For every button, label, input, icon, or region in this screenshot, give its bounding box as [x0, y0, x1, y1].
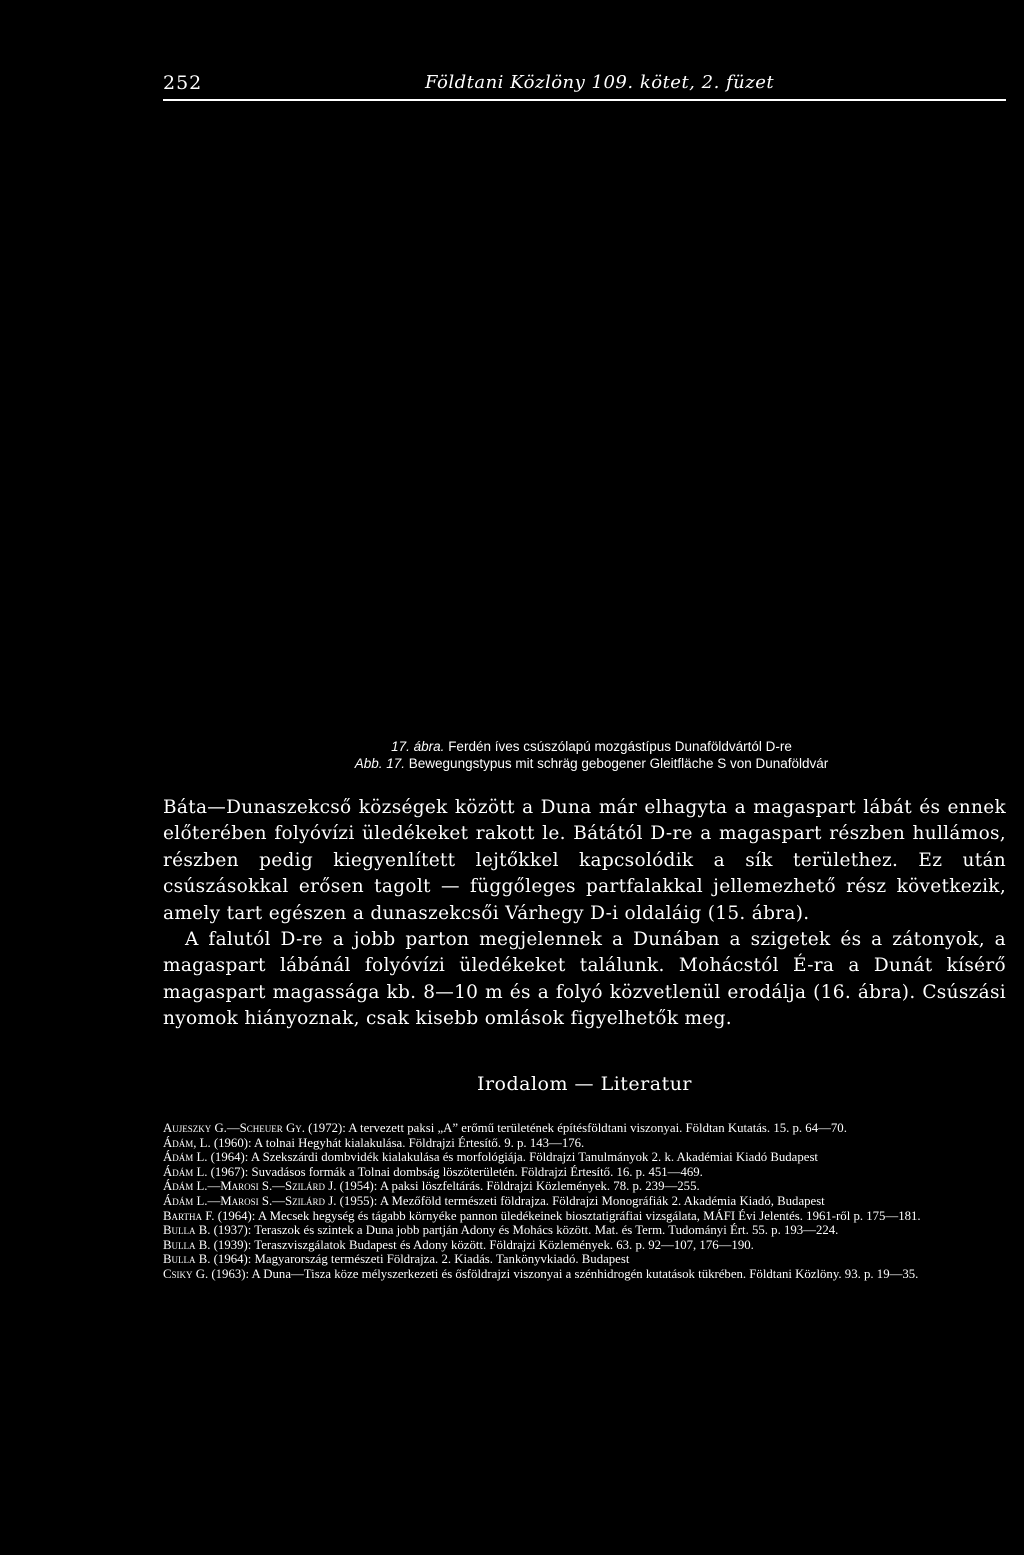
paragraph: A falutól D-re a jobb parton megjelennek a Dunában a szigetek és a zátonyok, a magaspart lábánál folyóvízi üledékeket találunk. Mohácstól É-ra a Dunát kísérő magaspart magassága kb. 8—10 m és a folyó közvetlenül erodálja (16. ábra). Csúszási nyomok hiányoznak, csak kisebb omlások figyelhetők meg.: [163, 929, 1006, 1030]
reference-item: [163, 1267, 1006, 1282]
reference-text: (1964): Magyarország természeti Földrajza. 2. Kiadás. Tankönyvkiadó. Budapest: [213, 1252, 630, 1267]
page-number: 252: [163, 72, 203, 94]
reference-item: [163, 1150, 1006, 1165]
figure-caption-de-label: Abb. 17.: [354, 756, 406, 771]
reference-author: Ádám L.—Marosi S.—Szilárd J.: [163, 1193, 337, 1208]
reference-author: Csiky G.: [163, 1266, 209, 1281]
reference-text: (1939): Teraszviszgálatok Budapest és Adony között. Földrajzi Közlemények. 63. p. 92—107, 176—190.: [213, 1237, 754, 1252]
figure-caption-hu-label: 17. ábra.: [391, 739, 445, 754]
figure-caption-hu-text: Ferdén íves csúszólapú mozgástípus Dunaföldvártól D-re: [448, 739, 792, 754]
references-heading: Irodalom — Literatur: [476, 1073, 693, 1095]
reference-text: (1967): Suvadásos formák a Tolnai dombság löszöterületén. Földrajzi Értesítő. 16. p. 451—469.: [210, 1164, 703, 1179]
figure-caption-de: [170, 755, 1013, 772]
reference-author: Ádám, L.: [163, 1135, 211, 1150]
reference-item: [163, 1179, 1006, 1194]
figure-caption-hu: [170, 738, 1013, 755]
reference-author: Bartha F.: [163, 1208, 215, 1223]
reference-text: (1963): A Duna—Tisza köze mélyszerkezeti és ősföldrajzi viszonyai a szénhidrogén kutatások tükrében. Földtani Közlöny. 93. p. 19—35.: [211, 1266, 919, 1281]
reference-item: [163, 1121, 1006, 1136]
paragraph: Báta—Dunaszekcső községek között a Duna már elhagyta a magaspart lábát és ennek előterében folyóvízi üledékeket rakott le. Bátától D-re a magaspart részben hullámos, részben pedig kiegyenlített lejtőkkel kapcsolódik a sík területhez. Ez után csúszásokkal erősen tagolt — függőleges partfalakkal jellemezhető rész következik, amely tart egészen a dunaszekcsői Várhegy D-i oldaláig (15. ábra).: [163, 797, 1006, 924]
reference-item: [163, 1165, 1006, 1180]
reference-text: (1955): A Mezőföld természeti földrajza. Földrajzi Monográfiák 2. Akadémia Kiadó, Budapest: [339, 1193, 825, 1208]
reference-author: Bulla B.: [163, 1252, 211, 1267]
reference-author: Bulla B.: [163, 1237, 211, 1252]
reference-list: [163, 1121, 1006, 1282]
reference-text: (1960): A tolnai Hegyhát kialakulása. Földrajzi Értesítő. 9. p. 143—176.: [213, 1135, 585, 1150]
figure-caption-de-text: Bewegungstypus mit schräg gebogener Gleitfläche S von Dunaföldvár: [408, 756, 829, 771]
reference-author: Aujeszky G.—Scheuer Gy.: [163, 1121, 305, 1135]
reference-author: Ádám L.: [163, 1164, 208, 1179]
reference-author: Ádám L.—Marosi S.—Szilárd J.: [163, 1179, 337, 1194]
header-rule: [163, 99, 1006, 101]
body-text: [163, 795, 1006, 1033]
reference-text: (1972): A tervezett paksi „A” erőmű területének építésföldtani viszonyai. Földtan Kutatás. 15. p. 64—70.: [308, 1121, 847, 1135]
reference-text: (1954): A paksi löszfeltárás. Földrajzi Közlemények. 78. p. 239—255.: [339, 1179, 700, 1194]
reference-item: [163, 1252, 1006, 1267]
reference-text: (1937): Teraszok és szintek a Duna jobb partján Adony és Mohács között. Mat. és Term. Tudományi Ért. 55. p. 193—224.: [213, 1223, 839, 1238]
reference-item: [163, 1238, 1006, 1253]
reference-item: [163, 1136, 1006, 1151]
reference-text: (1964): A Szekszárdi dombvidék kialakulása és morfológiája. Földrajzi Tanulmányok 2. k. Akadémiai Kiadó Budapest: [210, 1150, 818, 1165]
reference-author: Ádám L.: [163, 1150, 208, 1165]
reference-item: [163, 1194, 1006, 1209]
journal-title: Földtani Közlöny 109. kötet, 2. füzet: [425, 72, 775, 93]
reference-item: [163, 1223, 1006, 1238]
figure-17-image: [163, 110, 1006, 710]
reference-item: [163, 1209, 1006, 1224]
reference-author: Bulla B.: [163, 1223, 211, 1238]
reference-text: (1964): A Mecsek hegység és tágabb környéke pannon üledékeinek biosztatigráfiai vizsgálata, MÁFI Évi Jelentés. 1961-ről p. 175—181.: [217, 1208, 921, 1223]
